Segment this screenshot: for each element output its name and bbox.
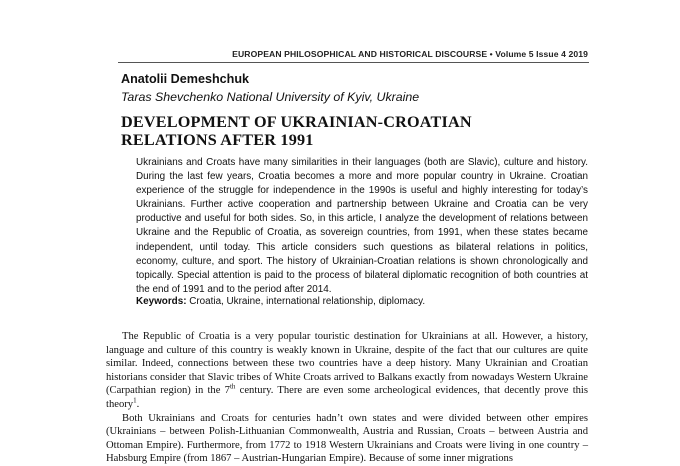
ordinal-superscript: th xyxy=(229,382,236,391)
body-paragraph-2: Both Ukrainians and Croats for centuries hadn’t own states and were divided between other empires (Ukrainians – between Polish-Lithuanian Commonwealth, Austria and Russian, Croats – between Austria and Ottoman Empire). Furthermore, from 1772 to 1918 Western Ukrainians and Croats were living in one country – Habsburg Empire (from 1867 – Austrian-Hungarian Empire). Because of some inner migrations xyxy=(106,412,588,465)
body-paragraph-1-part-b: century. There are even some archeological evidences, that decently prove this theory xyxy=(106,385,588,410)
body-text xyxy=(106,330,588,466)
body-paragraph-1-part-a: The Republic of Croatia is a very popular touristic destination for Ukrainians at all. However, a history, language and culture of this country is weakly known in Ukraine, despite of the fact that our cultures are quite similar. Indeed, connections between these two countries have a deep history. Many Ukrainian and Croatian historians consider that Slavic tribes of White Croats arrived to Balkans exactly from nowadays Western Ukraine (Carpathian region) in the 7 xyxy=(106,331,588,397)
running-header: EUROPEAN PHILOSOPHICAL AND HISTORICAL DISCOURSE • Volume 5 Issue 4 2019 xyxy=(232,49,588,59)
body-paragraph-1-part-c: . xyxy=(136,398,140,410)
keywords-text: Croatia, Ukraine, international relationship, diplomacy. xyxy=(186,296,426,307)
abstract: Ukrainians and Croats have many similarities in their languages (both are Slavic), culture and history. During the last few years, Croatia becomes a more and more popular country in Ukraine. Croatian experience of the struggle for independence in the 1990s is useful and highly interesting for today’s Ukrainians. Further active cooperation and partnership between Ukraine and Croatia can be very productive and useful for both sides. So, in this article, I analyze the development of relations between Ukraine and the Republic of Croatia, as sovereign countries, from 1991, when these states became independent, until today. This article considers such questions as bilateral relations in politics, economy, culture, and sport. The history of Ukrainian-Croatian relations is shown chronologically and topically. Special attention is paid to the process of bilateral diplomatic recognition of both countries at the end of 1991 and to the period after 2014. xyxy=(136,157,588,295)
author-affiliation: Taras Shevchenko National University of Kyiv, Ukraine xyxy=(121,90,420,104)
keywords xyxy=(136,295,588,309)
footnote-reference[interactable]: 1 xyxy=(133,396,137,405)
body-paragraph-1 xyxy=(106,330,588,412)
keywords-label: Keywords: xyxy=(136,296,187,307)
article-title: DEVELOPMENT OF UKRAINIAN-CROATIAN RELATIONS AFTER 1991 xyxy=(121,113,472,149)
header-divider xyxy=(118,62,589,63)
author-name: Anatolii Demeshchuk xyxy=(121,72,250,86)
